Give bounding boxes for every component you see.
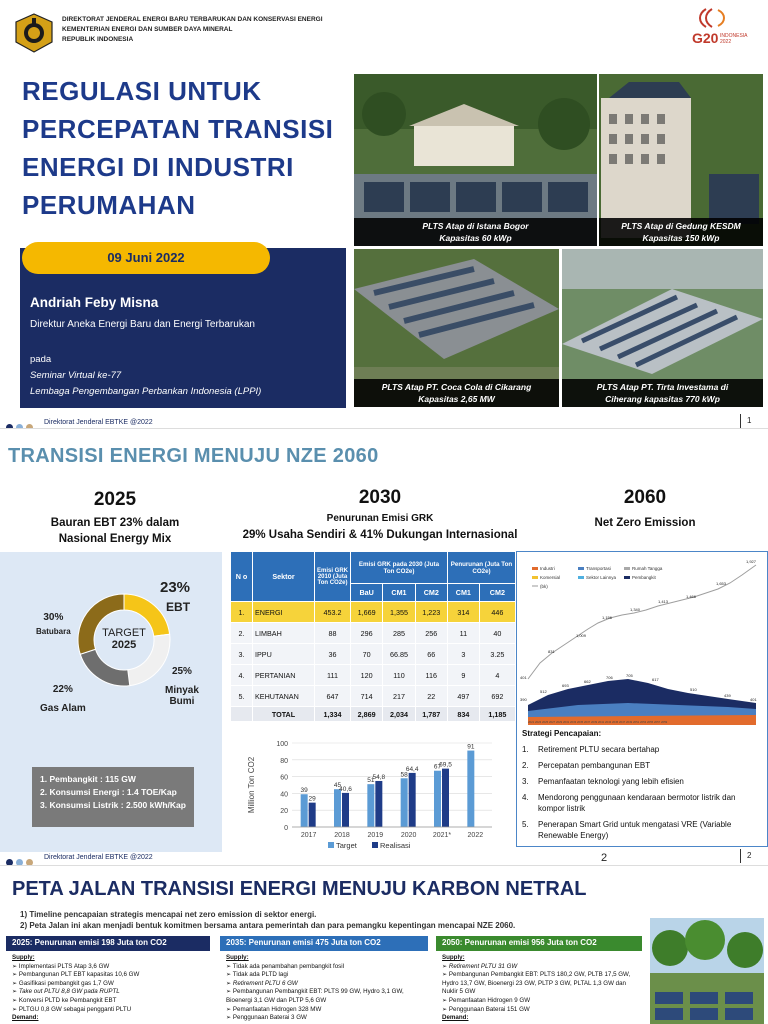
- caption-line: Kapasitas 150 kWp: [642, 233, 720, 243]
- bar-realisasi: [375, 781, 382, 827]
- table-cell: 66.85: [383, 644, 415, 665]
- donut-label-gas: [40, 684, 86, 714]
- table-cell: 296: [351, 623, 383, 644]
- caption-line: PLTS Atap PT. Tirta Investama di: [596, 382, 729, 392]
- th-penurunan: Penurunan (Juta Ton CO2e): [447, 552, 515, 584]
- target-stats-box: [32, 767, 194, 827]
- table-cell: 497: [447, 686, 479, 707]
- bar-target: [434, 771, 441, 827]
- bar-target: [334, 789, 341, 827]
- bar-value-label: 69,5: [439, 761, 452, 769]
- table-cell: 9: [447, 665, 479, 686]
- legend-swatch: [328, 842, 334, 848]
- table-cell: 692: [479, 686, 515, 707]
- bar-value-label: 54,8: [372, 773, 386, 781]
- g20-sub: INDONESIA: [720, 33, 748, 39]
- table-cell: 22: [415, 686, 447, 707]
- roadmap-item: ➢ Penggunaan Baterai 151 GW: [442, 1005, 530, 1013]
- col2030-line: 29% Usaha Sendiri & 41% Dukungan Internasional: [242, 529, 518, 541]
- x-tick-label: 2022: [467, 832, 484, 839]
- donut-slice-gas-alam: [80, 649, 130, 686]
- legend-label: Pembangkit: [632, 575, 656, 580]
- table-cell: 66: [415, 644, 447, 665]
- table-cell: 111: [315, 665, 351, 686]
- table-cell: 3: [447, 644, 479, 665]
- area-mid-label: 706: [606, 675, 613, 680]
- emission-area-chart: [518, 553, 766, 725]
- col2025-line: Nasional Energy Mix: [58, 533, 172, 545]
- th-no: N o: [231, 552, 253, 602]
- supply-label: Supply:: [226, 954, 249, 961]
- footer-text: Direktorat Jenderal EBTKE @2022: [44, 419, 153, 426]
- area-mid-label: 705: [626, 673, 633, 678]
- caption-line: Kapasitas 60 kWp: [439, 233, 512, 243]
- bar-value-label: 58: [400, 771, 408, 779]
- header-line: REPUBLIK INDONESIA: [62, 36, 134, 43]
- roadmap-col-body: [6, 951, 210, 1024]
- legend-label: Komersial: [540, 575, 561, 580]
- bar-target: [367, 784, 374, 827]
- table-cell: 110: [383, 665, 415, 686]
- area-mid-label: 510: [690, 687, 697, 692]
- legend-swatch: [578, 576, 584, 579]
- table-cell: 3.25: [479, 644, 515, 665]
- slide-2: [0, 428, 768, 865]
- grk-emission-table: [230, 551, 516, 722]
- roadmap-point: 2) Peta Jalan ini akan menjadi bentuk komitmen bersama antara pemerintah dan para pemangku kepentingan mencapai NZE 2060.: [20, 921, 516, 930]
- strategy-title: Strategi Pencapaian:: [522, 729, 602, 738]
- y-tick-label: 0: [284, 825, 288, 832]
- area-mid-label: 390: [520, 697, 527, 702]
- title-line: PERCEPATAN TRANSISI: [22, 114, 334, 144]
- legend-swatch: [624, 576, 630, 579]
- col2060-line: Net Zero Emission: [594, 517, 696, 529]
- legend-label: Realisasi: [380, 841, 411, 850]
- donut-label-text: EBT: [166, 600, 191, 614]
- bar-realisasi: [442, 769, 449, 827]
- table-row: [231, 623, 516, 644]
- strategy-list: [522, 729, 762, 846]
- legend-label: Transportasi: [586, 566, 611, 571]
- ministry-header: [62, 15, 323, 45]
- roadmap-item: ➢ PLTGU 0,8 GW sebagai pengganti PLTU: [12, 1005, 132, 1013]
- x-tick-label: 2021*: [432, 832, 452, 839]
- bar-value-label: 29: [308, 795, 316, 803]
- y-tick-label: 40: [280, 791, 288, 799]
- table-cell: 256: [415, 623, 447, 644]
- table-cell: ENERGI: [253, 602, 315, 623]
- strategy-item: [522, 819, 762, 841]
- col2025-line: Bauran EBT 23% dalam: [50, 517, 180, 529]
- strategy-item: [522, 776, 762, 787]
- area-mid-label: 693: [562, 683, 569, 688]
- page-number: 1: [740, 414, 751, 428]
- donut-center-line: 2025: [111, 639, 137, 651]
- event-line: Seminar Virtual ke-77: [30, 370, 122, 381]
- area-value-label: 1,653: [716, 581, 727, 586]
- page-center-number: 2: [601, 852, 608, 864]
- target-stat: 2. Konsumsi Energi : 1.4 TOE/Kap: [40, 787, 177, 797]
- village-solar-image: [650, 918, 764, 1024]
- table-cell: 285: [383, 623, 415, 644]
- year-2030: 2030: [358, 487, 402, 508]
- y-axis-label: Million Ton CO2: [247, 756, 256, 814]
- area-value-label: 1,340: [630, 607, 641, 612]
- area-mid-label: 401: [750, 697, 757, 702]
- y-tick-label: 100: [276, 741, 288, 748]
- table-cell: 2.: [231, 623, 253, 644]
- roadmap-item: ➢ Konversi PLTD ke Pembangkit EBT: [12, 996, 117, 1004]
- roadmap-col-2025: [6, 936, 210, 1024]
- th-grk-2030: Emisi GRK pada 2030 (Juta Ton CO2e): [351, 552, 448, 584]
- year-2060: 2060: [623, 487, 667, 508]
- table-cell: 1,223: [415, 602, 447, 623]
- supply-label: Supply:: [442, 954, 465, 961]
- year-2025: 2025: [93, 489, 137, 510]
- roadmap-item: ➢ Penggunaan Baterai 3 GW: [226, 1014, 307, 1022]
- roadmap-points: [20, 909, 515, 931]
- roadmap-point: 1) Timeline pencapaian strategis mencapai net zero emission di sektor energi.: [20, 910, 317, 919]
- table-cell: 453.2: [315, 602, 351, 623]
- area-mid-label: 662: [584, 679, 591, 684]
- table-cell: TOTAL: [253, 707, 315, 722]
- area-value-label: 1,466: [686, 594, 697, 599]
- th-sub: CM2: [479, 584, 515, 602]
- strategy-num: 4.: [522, 793, 529, 802]
- th-sub: CM1: [383, 584, 415, 602]
- col2030-line: Penurunan Emisi GRK: [326, 513, 434, 524]
- roadmap-col-body: [436, 951, 642, 1024]
- strategy-text: Pemanfaatan teknologi yang lebih efisien: [538, 777, 684, 786]
- th-sub: BaU: [351, 584, 383, 602]
- donut-label-batubara: [36, 612, 71, 636]
- photo-caption: [354, 218, 597, 246]
- slide-1: [0, 0, 768, 428]
- roadmap-item: ➢ Pembangunan Pembangkit EBT: PLTS 99 GW, Hydro 3,1 GW, Bioenergi 3,1 GW dan PLTP 5,6 GW: [226, 988, 404, 1004]
- donut-label-pct: 30%: [43, 612, 64, 623]
- strategy-text: Retirement PLTU secara bertahap: [538, 745, 660, 754]
- photo-caption: [562, 379, 763, 407]
- bar-realisasi: [342, 793, 349, 827]
- footer-text: Direktorat Jenderal EBTKE @2022: [44, 854, 153, 861]
- roadmap-item: ➢ Take out PLTU 8,8 GW pada RUPTL: [12, 988, 120, 996]
- table-cell: 314: [447, 602, 479, 623]
- table-cell: 1,334: [315, 707, 351, 722]
- table-cell: 2,869: [351, 707, 383, 722]
- photo-istana-bogor: [354, 74, 597, 246]
- strategy-text: Percepatan pembangunan EBT: [538, 761, 651, 770]
- donut-label-pct: 23%: [160, 579, 191, 596]
- bar-value-label: 51: [367, 777, 375, 785]
- header-line: KEMENTERIAN ENERGI DAN SUMBER DAYA MINERAL: [62, 26, 233, 33]
- target-stat: 3. Konsumsi Listrik : 2.500 kWh/Kap: [40, 800, 186, 810]
- y-tick-label: 80: [280, 757, 288, 765]
- table-cell: IPPU: [253, 644, 315, 665]
- photo-gedung-kesdm: [599, 74, 763, 246]
- legend-swatch: [578, 567, 584, 570]
- roadmap-col-2035: [220, 936, 428, 1024]
- ministry-emblem-icon: [12, 12, 56, 54]
- legend-label: (bk): [540, 584, 548, 589]
- table-cell: 40: [479, 623, 515, 644]
- bar-target: [401, 778, 408, 827]
- table-row: [231, 602, 516, 623]
- pada-label: pada: [30, 354, 52, 365]
- legend-label: Sektor Lainnya: [586, 575, 617, 580]
- footer-dots: [6, 853, 36, 865]
- table-cell: 88: [315, 623, 351, 644]
- area-mid-label: 439: [724, 693, 731, 698]
- area-value-label: 1,156: [602, 615, 613, 620]
- donut-center: [96, 627, 152, 651]
- photo-caption: [354, 379, 559, 407]
- caption-line: PLTS Atap PT. Coca Cola di Cikarang: [381, 382, 532, 392]
- roadmap-col-body: [220, 951, 428, 1024]
- slide-3: [0, 865, 768, 1024]
- y-tick-label: 20: [280, 808, 288, 816]
- col-2060: [550, 487, 740, 531]
- strategy-num: 1.: [522, 745, 529, 754]
- table-cell: 1,787: [415, 707, 447, 722]
- footer-dots: [6, 418, 36, 428]
- emission-bar-chart: [240, 737, 508, 861]
- area-value-label: 1,009: [576, 633, 587, 638]
- roadmap-col-head: 2025: Penurunan emisi 198 Juta ton CO2: [6, 936, 210, 951]
- area-mid-label: 617: [652, 677, 659, 682]
- caption-line: PLTS Atap di Gedung KESDM: [621, 221, 741, 231]
- table-cell: 5.: [231, 686, 253, 707]
- table-cell: 834: [447, 707, 479, 722]
- bar-target: [301, 794, 308, 827]
- title-line: ENERGI DI INDUSTRI: [22, 152, 294, 182]
- title-line: PERUMAHAN: [22, 190, 196, 220]
- page-number: 2: [740, 849, 751, 863]
- bar-value-label: 40,6: [339, 785, 352, 793]
- date-badge: 09 Juni 2022: [22, 242, 270, 274]
- bar-value-label: 64,4: [405, 765, 419, 773]
- title-line: REGULASI UNTUK: [22, 76, 262, 106]
- target-stat: 1. Pembangkit : 115 GW: [40, 774, 136, 784]
- speaker-role: Direktur Aneka Energi Baru dan Energi Terbarukan: [30, 319, 255, 330]
- demand-label: Demand:: [442, 1014, 469, 1022]
- bar-value-label: 67: [433, 763, 442, 771]
- donut-label-ebt: [160, 579, 190, 614]
- photo-village-solar: [650, 918, 764, 1024]
- table-cell: 4.: [231, 665, 253, 686]
- donut-label-pct: 22%: [52, 684, 73, 695]
- table-cell: PERTANIAN: [253, 665, 315, 686]
- table-cell: LIMBAH: [253, 623, 315, 644]
- table-cell: 1,669: [351, 602, 383, 623]
- legend-swatch: [532, 576, 538, 579]
- th-sub: CM2: [415, 584, 447, 602]
- y-tick-label: 60: [280, 774, 288, 782]
- header-line: DIREKTORAT JENDERAL ENERGI BARU TERBARUKAN DAN KONSERVASI ENERGI: [62, 16, 323, 23]
- photo-coca-cola: [354, 249, 559, 407]
- legend-swatch: [532, 567, 538, 570]
- x-tick-label: 2017: [300, 832, 317, 839]
- bar-realisasi: [309, 803, 316, 827]
- g20-year: 2022: [720, 39, 732, 45]
- table-cell: 116: [415, 665, 447, 686]
- roadmap-item: ➢ Pembangunan Pembangkit EBT: PLTS 180,2 GW, PLTB 17,5 GW, Hydro 13,7 GW, Bioenergi 23 GW, PLTP 3 GW, PLTAL 1,3 GW dan Nuklir 5 GW: [442, 971, 631, 996]
- donut-label-text: Minyak: [165, 685, 199, 696]
- th-grk-2010: Emisi GRK 2010 (Juta Ton CO2e): [315, 552, 351, 602]
- area-year-axis: 2021 2023 2025 2027 2029 2031 2033 2035 2037 2039 2041 2043 2045 2047 2049 2051 2053 2055 2057 2059: [528, 720, 668, 724]
- roadmap-item: ➢ Tidak ada penambahan pembangkit fosil: [226, 962, 345, 970]
- table-cell: KEHUTANAN: [253, 686, 315, 707]
- roadmap-item: ➢ Pembangunan PLT EBT kapasitas 10,6 GW: [12, 971, 140, 979]
- col-2025: [20, 489, 210, 547]
- event-line: Lembaga Pengembangan Perbankan Indonesia (LPPI): [30, 386, 262, 397]
- g20-swirl-icon: [688, 6, 750, 30]
- table-cell: [231, 707, 253, 722]
- caption-line: Ciherang kapasitas 770 kWp: [605, 394, 720, 404]
- roadmap-col-2050: [436, 936, 642, 1024]
- roadmap-item: ➢ Pemanfaatan Hidrogen 328 MW: [226, 1005, 322, 1013]
- table-cell: 36: [315, 644, 351, 665]
- strategy-text: Mendorong penggunaan kendaraan bermotor listrik dan kompor listrik: [538, 793, 736, 813]
- donut-center-line: TARGET: [102, 627, 146, 639]
- x-tick-label: 2020: [400, 832, 417, 839]
- legend-label: Industri: [540, 566, 555, 571]
- roadmap-col-head: 2050: Penurunan emisi 956 Juta ton CO2: [436, 936, 642, 951]
- area-value-label: 401: [520, 675, 527, 680]
- x-tick-label: 2019: [367, 832, 384, 839]
- table-cell: 647: [315, 686, 351, 707]
- strategy-item: [522, 744, 762, 755]
- roadmap-item: ➢ Implementasi PLTS Atap 3,6 GW: [12, 962, 110, 970]
- g20-text: G20: [692, 30, 719, 46]
- legend-swatch: [372, 842, 378, 848]
- th-sektor: Sektor: [253, 552, 315, 602]
- caption-line: PLTS Atap di Istana Bogor: [422, 221, 529, 231]
- legend-label: Rumah Tangga: [632, 566, 663, 571]
- table-cell: 714: [351, 686, 383, 707]
- table-cell: 217: [383, 686, 415, 707]
- col-2030: [225, 487, 535, 543]
- strategy-item: [522, 760, 762, 771]
- legend-swatch: [624, 567, 630, 570]
- strategy-text: Penerapan Smart Grid untuk mengatasi VRE (Variable Renewable Energy): [538, 820, 732, 840]
- x-tick-label: 2018: [334, 832, 350, 839]
- bar-realisasi: [409, 773, 416, 827]
- table-row: [231, 644, 516, 665]
- table-cell: 446: [479, 602, 515, 623]
- strategy-num: 5.: [522, 820, 529, 829]
- area-value-label: 831: [548, 649, 555, 654]
- area-mid-label: 512: [540, 689, 547, 694]
- roadmap-item: ➢ Retirement PLTU 6 GW: [226, 979, 298, 987]
- table-cell: 2,034: [383, 707, 415, 722]
- bar-target: [467, 751, 474, 827]
- strategy-num: 2.: [522, 761, 529, 770]
- photo-caption: [599, 218, 763, 246]
- donut-label-text: Gas Alam: [40, 703, 86, 714]
- table-row: [231, 686, 516, 707]
- bar-value-label: 91: [467, 743, 475, 751]
- area-value-label: 1,413: [658, 599, 669, 604]
- donut-label-text: Batubara: [36, 627, 71, 636]
- donut-label-minyak: [165, 666, 199, 707]
- event-info: [30, 352, 261, 400]
- table-cell: 1,355: [383, 602, 415, 623]
- strategy-num: 3.: [522, 777, 529, 786]
- legend-label: Target: [336, 841, 357, 850]
- th-sub: CM1: [447, 584, 479, 602]
- table-cell: 3.: [231, 644, 253, 665]
- caption-line: Kapasitas 2,65 MW: [418, 394, 495, 404]
- speaker-name: Andriah Feby Misna: [30, 295, 159, 310]
- slide1-title: [22, 72, 342, 224]
- bar-value-label: 39: [300, 787, 308, 795]
- donut-label-text: Bumi: [169, 696, 195, 707]
- roadmap-item: ➢ Tidak ada PLTD lagi: [226, 971, 289, 979]
- table-cell: 1.: [231, 602, 253, 623]
- table-cell: 11: [447, 623, 479, 644]
- demand-label: Demand:: [12, 1014, 39, 1022]
- area-value-label: 1,927: [746, 559, 757, 564]
- supply-label: Supply:: [12, 954, 35, 961]
- bar-value-label: 45: [333, 782, 342, 790]
- roadmap-item: ➢ Gasifikasi pembangkit gas 1,7 GW: [12, 979, 114, 987]
- donut-label-pct: 25%: [171, 666, 192, 677]
- roadmap-item: ➢ Pemanfaatan Hidrogen 9 GW: [442, 996, 531, 1004]
- roadmap-item: ➢ Retirement PLTU 31 GW: [442, 962, 518, 970]
- strategy-item: [522, 792, 762, 814]
- table-row: [231, 665, 516, 686]
- table-cell: 120: [351, 665, 383, 686]
- slide3-title: PETA JALAN TRANSISI ENERGI MENUJU KARBON NETRAL: [12, 878, 587, 900]
- photo-tirta-investama: [562, 249, 763, 407]
- slide2-title: TRANSISI ENERGI MENUJU NZE 2060: [8, 445, 379, 467]
- table-cell: 1,185: [479, 707, 515, 722]
- g20-logo: [688, 6, 750, 50]
- table-cell: 70: [351, 644, 383, 665]
- table-cell: 4: [479, 665, 515, 686]
- roadmap-col-head: 2035: Penurunan emisi 475 Juta ton CO2: [220, 936, 428, 951]
- table-total-row: [231, 707, 516, 722]
